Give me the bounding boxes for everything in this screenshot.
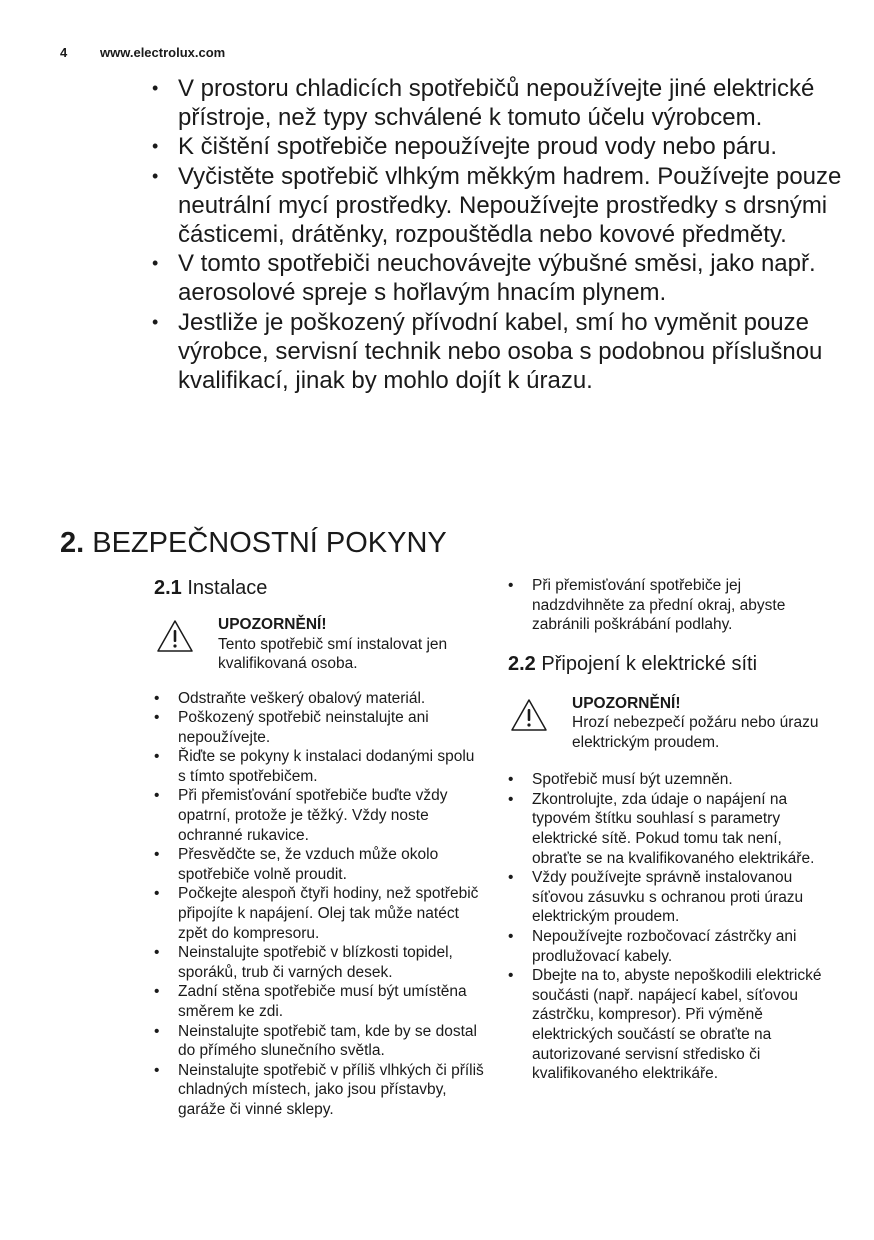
subsection-heading-electric bbox=[508, 652, 834, 676]
website-url: www.electrolux.com bbox=[100, 45, 226, 60]
list-item: • K čištění spotřebiče nepoužívejte proud vody nebo páru. bbox=[152, 132, 842, 161]
page-header bbox=[60, 45, 225, 60]
warning-title: UPOZORNĚNÍ! bbox=[218, 616, 327, 633]
subsection-heading-install bbox=[154, 576, 484, 600]
warning-triangle-icon bbox=[510, 698, 548, 732]
right-column bbox=[508, 576, 834, 1084]
top-bullet-list bbox=[152, 74, 842, 395]
list-item: • Spotřebič musí být uzemněn. bbox=[508, 770, 834, 790]
list-item: • Zadní stěna spotřebiče musí být umístěna směrem ke zdi. bbox=[154, 982, 484, 1021]
install-list bbox=[154, 689, 484, 1120]
list-item: • Neinstalujte spotřebič tam, kde by se dostal do přímého slunečního světla. bbox=[154, 1022, 484, 1061]
warning-text: Tento spotřebič smí instalovat jen kvalifikovaná osoba. bbox=[218, 635, 448, 672]
list-item: • Řiďte se pokyny k instalaci dodanými spolu s tímto spotřebičem. bbox=[154, 747, 484, 786]
subsection-title: Instalace bbox=[187, 577, 268, 599]
list-item: • Vyčistěte spotřebič vlhkým měkkým hadrem. Používejte pouze neutrální mycí prostředky. Nepoužívejte prostředky s drsnými částicemi, drátěnky, rozpouštědla nebo kovové předměty. bbox=[152, 162, 842, 250]
list-item: • Nepoužívejte rozbočovací zástrčky ani prodlužovací kabely. bbox=[508, 927, 834, 966]
list-item: • Neinstalujte spotřebič v blízkosti topidel, sporáků, trub či varných desek. bbox=[154, 943, 484, 982]
list-item: • V prostoru chladicích spotřebičů nepoužívejte jiné elektrické přístroje, než typy schválené k tomuto účelu výrobcem. bbox=[152, 74, 842, 132]
electric-list bbox=[508, 770, 834, 1084]
subsection-title: Připojení k elektrické síti bbox=[541, 652, 758, 675]
list-item: • Při přemisťování spotřebiče jej nadzdvihněte za přední okraj, abyste zabránili poškrábání podlahy. bbox=[508, 576, 834, 635]
warning-box bbox=[508, 694, 834, 753]
list-item: • V tomto spotřebiči neuchovávejte výbušné směsi, jako např. aerosolové spreje s hořlavým hnacím plynem. bbox=[152, 249, 842, 307]
list-item: • Jestliže je poškozený přívodní kabel, smí ho vyměnit pouze výrobce, servisní technik nebo osoba s podobnou příslušnou kvalifikací, jinak by mohlo dojít k úrazu. bbox=[152, 308, 842, 396]
list-item: • Přesvědčte se, že vzduch může okolo spotřebiče volně proudit. bbox=[154, 845, 484, 884]
left-column bbox=[154, 576, 484, 1120]
warning-text: Hrozí nebezpečí požáru nebo úrazu elektrickým proudem. bbox=[572, 714, 819, 751]
list-item: • Poškozený spotřebič neinstalujte ani nepoužívejte. bbox=[154, 708, 484, 747]
list-item: • Dbejte na to, abyste nepoškodili elektrické součásti (např. napájecí kabel, síťovou zástrčku, kompresor). Při výměně elektrických součástí se obraťte na autorizované servisní středisko či kvalifikovaného elektrikáře. bbox=[508, 966, 834, 1084]
subsection-number: 2.1 bbox=[154, 577, 182, 599]
list-item: • Zkontrolujte, zda údaje o napájení na typovém štítku souhlasí s parametry elektrické sítě. Pokud tomu tak není, obraťte se na kvalifikovaného elektrikáře. bbox=[508, 790, 834, 868]
list-item: • Odstraňte veškerý obalový materiál. bbox=[154, 689, 484, 709]
section-title: BEZPEČNOSTNÍ POKYNY bbox=[92, 527, 447, 559]
list-item: • Při přemisťování spotřebiče buďte vždy opatrní, protože je těžký. Vždy noste ochranné rukavice. bbox=[154, 786, 484, 845]
warning-triangle-icon bbox=[156, 619, 194, 653]
warning-title: UPOZORNĚNÍ! bbox=[572, 694, 681, 712]
warning-box bbox=[154, 615, 484, 674]
section-number: 2. bbox=[60, 527, 85, 559]
install-list-continued bbox=[508, 576, 834, 635]
list-item: • Neinstalujte spotřebič v příliš vlhkých či příliš chladných místech, jako jsou přístavby, garáže či vinné sklepy. bbox=[154, 1061, 484, 1120]
section-heading bbox=[60, 526, 447, 560]
page-number: 4 bbox=[60, 45, 68, 60]
list-item: • Vždy používejte správně instalovanou síťovou zásuvku s ochranou proti úrazu elektrickým proudem. bbox=[508, 868, 834, 927]
subsection-number: 2.2 bbox=[508, 652, 536, 675]
list-item: • Počkejte alespoň čtyři hodiny, než spotřebič připojíte k napájení. Olej tak může natéct zpět do kompresoru. bbox=[154, 884, 484, 943]
